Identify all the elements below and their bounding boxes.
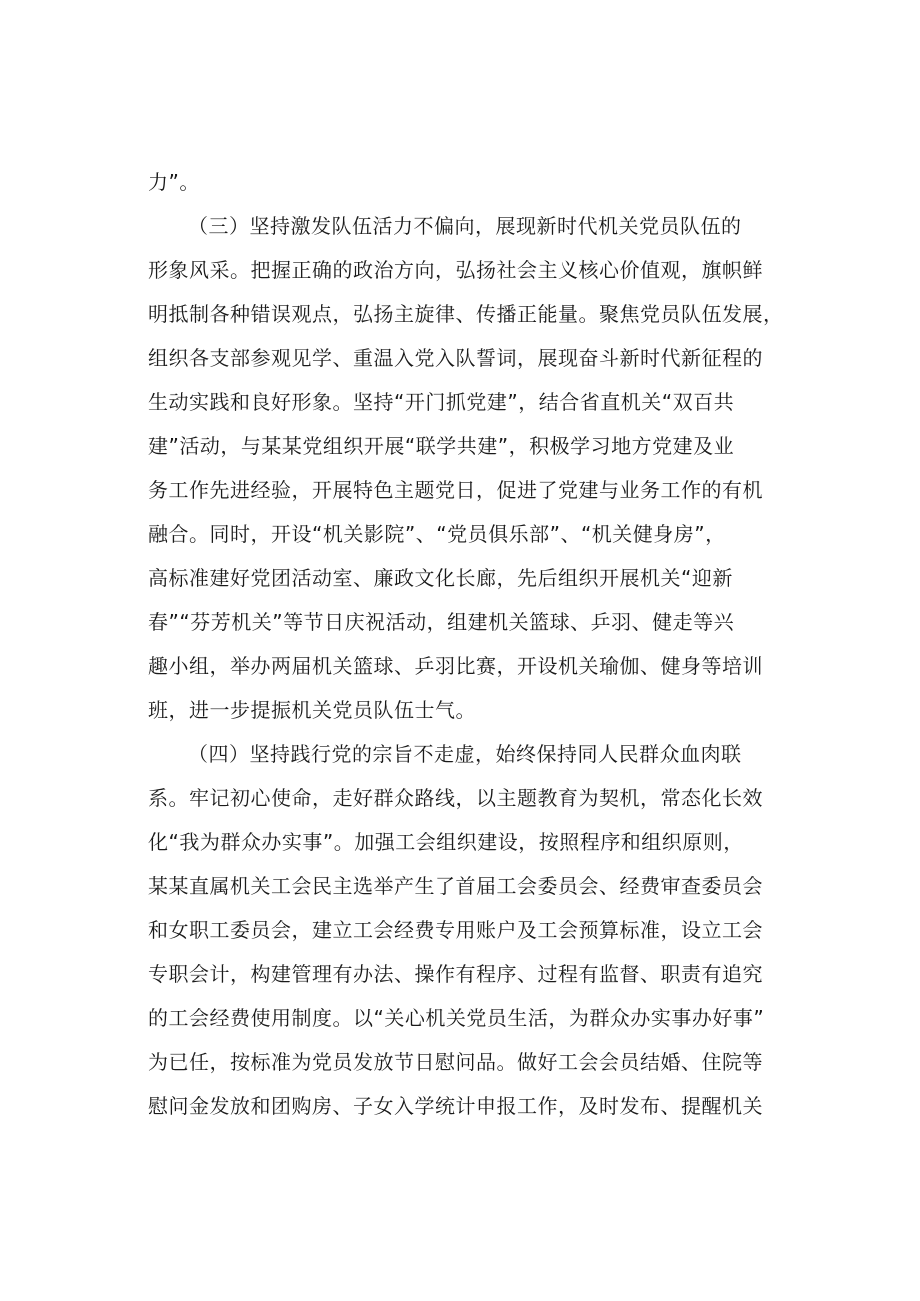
- section-3-heading-line: （三）坚持激发队伍活力不偏向，展现新时代机关党员队伍的: [188, 214, 742, 238]
- text-line: 为已任，按标准为党员发放节日慰问品。做好工会会员结婚、住院等: [148, 1050, 763, 1074]
- text-line: 融合。同时，开设“机关影院”、“党员俱乐部”、“机关健身房”，: [148, 522, 726, 546]
- text-line: 建”活动，与某某党组织开展“联学共建”，积极学习地方党建及业: [148, 434, 735, 458]
- text-line: 的工会经费使用制度。以“关心机关党员生活，为群众办实事办好事”: [148, 1006, 765, 1030]
- text-line: 高标准建好党团活动室、廉政文化长廊，先后组织开展机关“迎新: [148, 566, 733, 590]
- text-line: 春”“芬芳机关”等节日庆祝活动，组建机关篮球、乒羽、健走等兴: [148, 610, 735, 634]
- text-line: 组织各支部参观见学、重温入党入队誓词，展现奋斗新时代新征程的: [148, 346, 763, 370]
- text-line: 和女职工委员会，建立工会经费专用账户及工会预算标准，设立工会: [148, 918, 763, 942]
- text-line: 慰问金发放和团购房、子女入学统计申报工作，及时发布、提醒机关: [148, 1094, 763, 1118]
- text-line: 专职会计，构建管理有办法、操作有程序、过程有监督、职责有追究: [148, 962, 763, 986]
- text-line: 力”。: [148, 170, 200, 194]
- text-line: 趣小组，举办两届机关篮球、乒羽比赛，开设机关瑜伽、健身等培训: [148, 654, 763, 678]
- section-4-heading-line: （四）坚持践行党的宗旨不走虚，始终保持同人民群众血肉联: [188, 742, 742, 766]
- text-line: 班，进一步提振机关党员队伍士气。: [148, 698, 476, 722]
- text-line: 明抵制各种错误观点，弘扬主旋律、传播正能量。聚焦党员队伍发展，: [148, 302, 784, 326]
- text-line: 某某直属机关工会民主选举产生了首届工会委员会、经费审查委员会: [148, 874, 763, 898]
- text-line: 化“我为群众办实事”。加强工会组织建设，按照程序和组织原则，: [148, 830, 744, 854]
- text-line: 形象风采。把握正确的政治方向，弘扬社会主义核心价值观，旗帜鲜: [148, 258, 763, 282]
- text-line: 生动实践和良好形象。坚持“开门抓党建”，结合省直机关“双百共: [148, 390, 735, 414]
- text-line: 系。牢记初心使命，走好群众路线，以主题教育为契机，常态化长效: [148, 786, 763, 810]
- text-line: 务工作先进经验，开展特色主题党日，促进了党建与业务工作的有机: [148, 478, 763, 502]
